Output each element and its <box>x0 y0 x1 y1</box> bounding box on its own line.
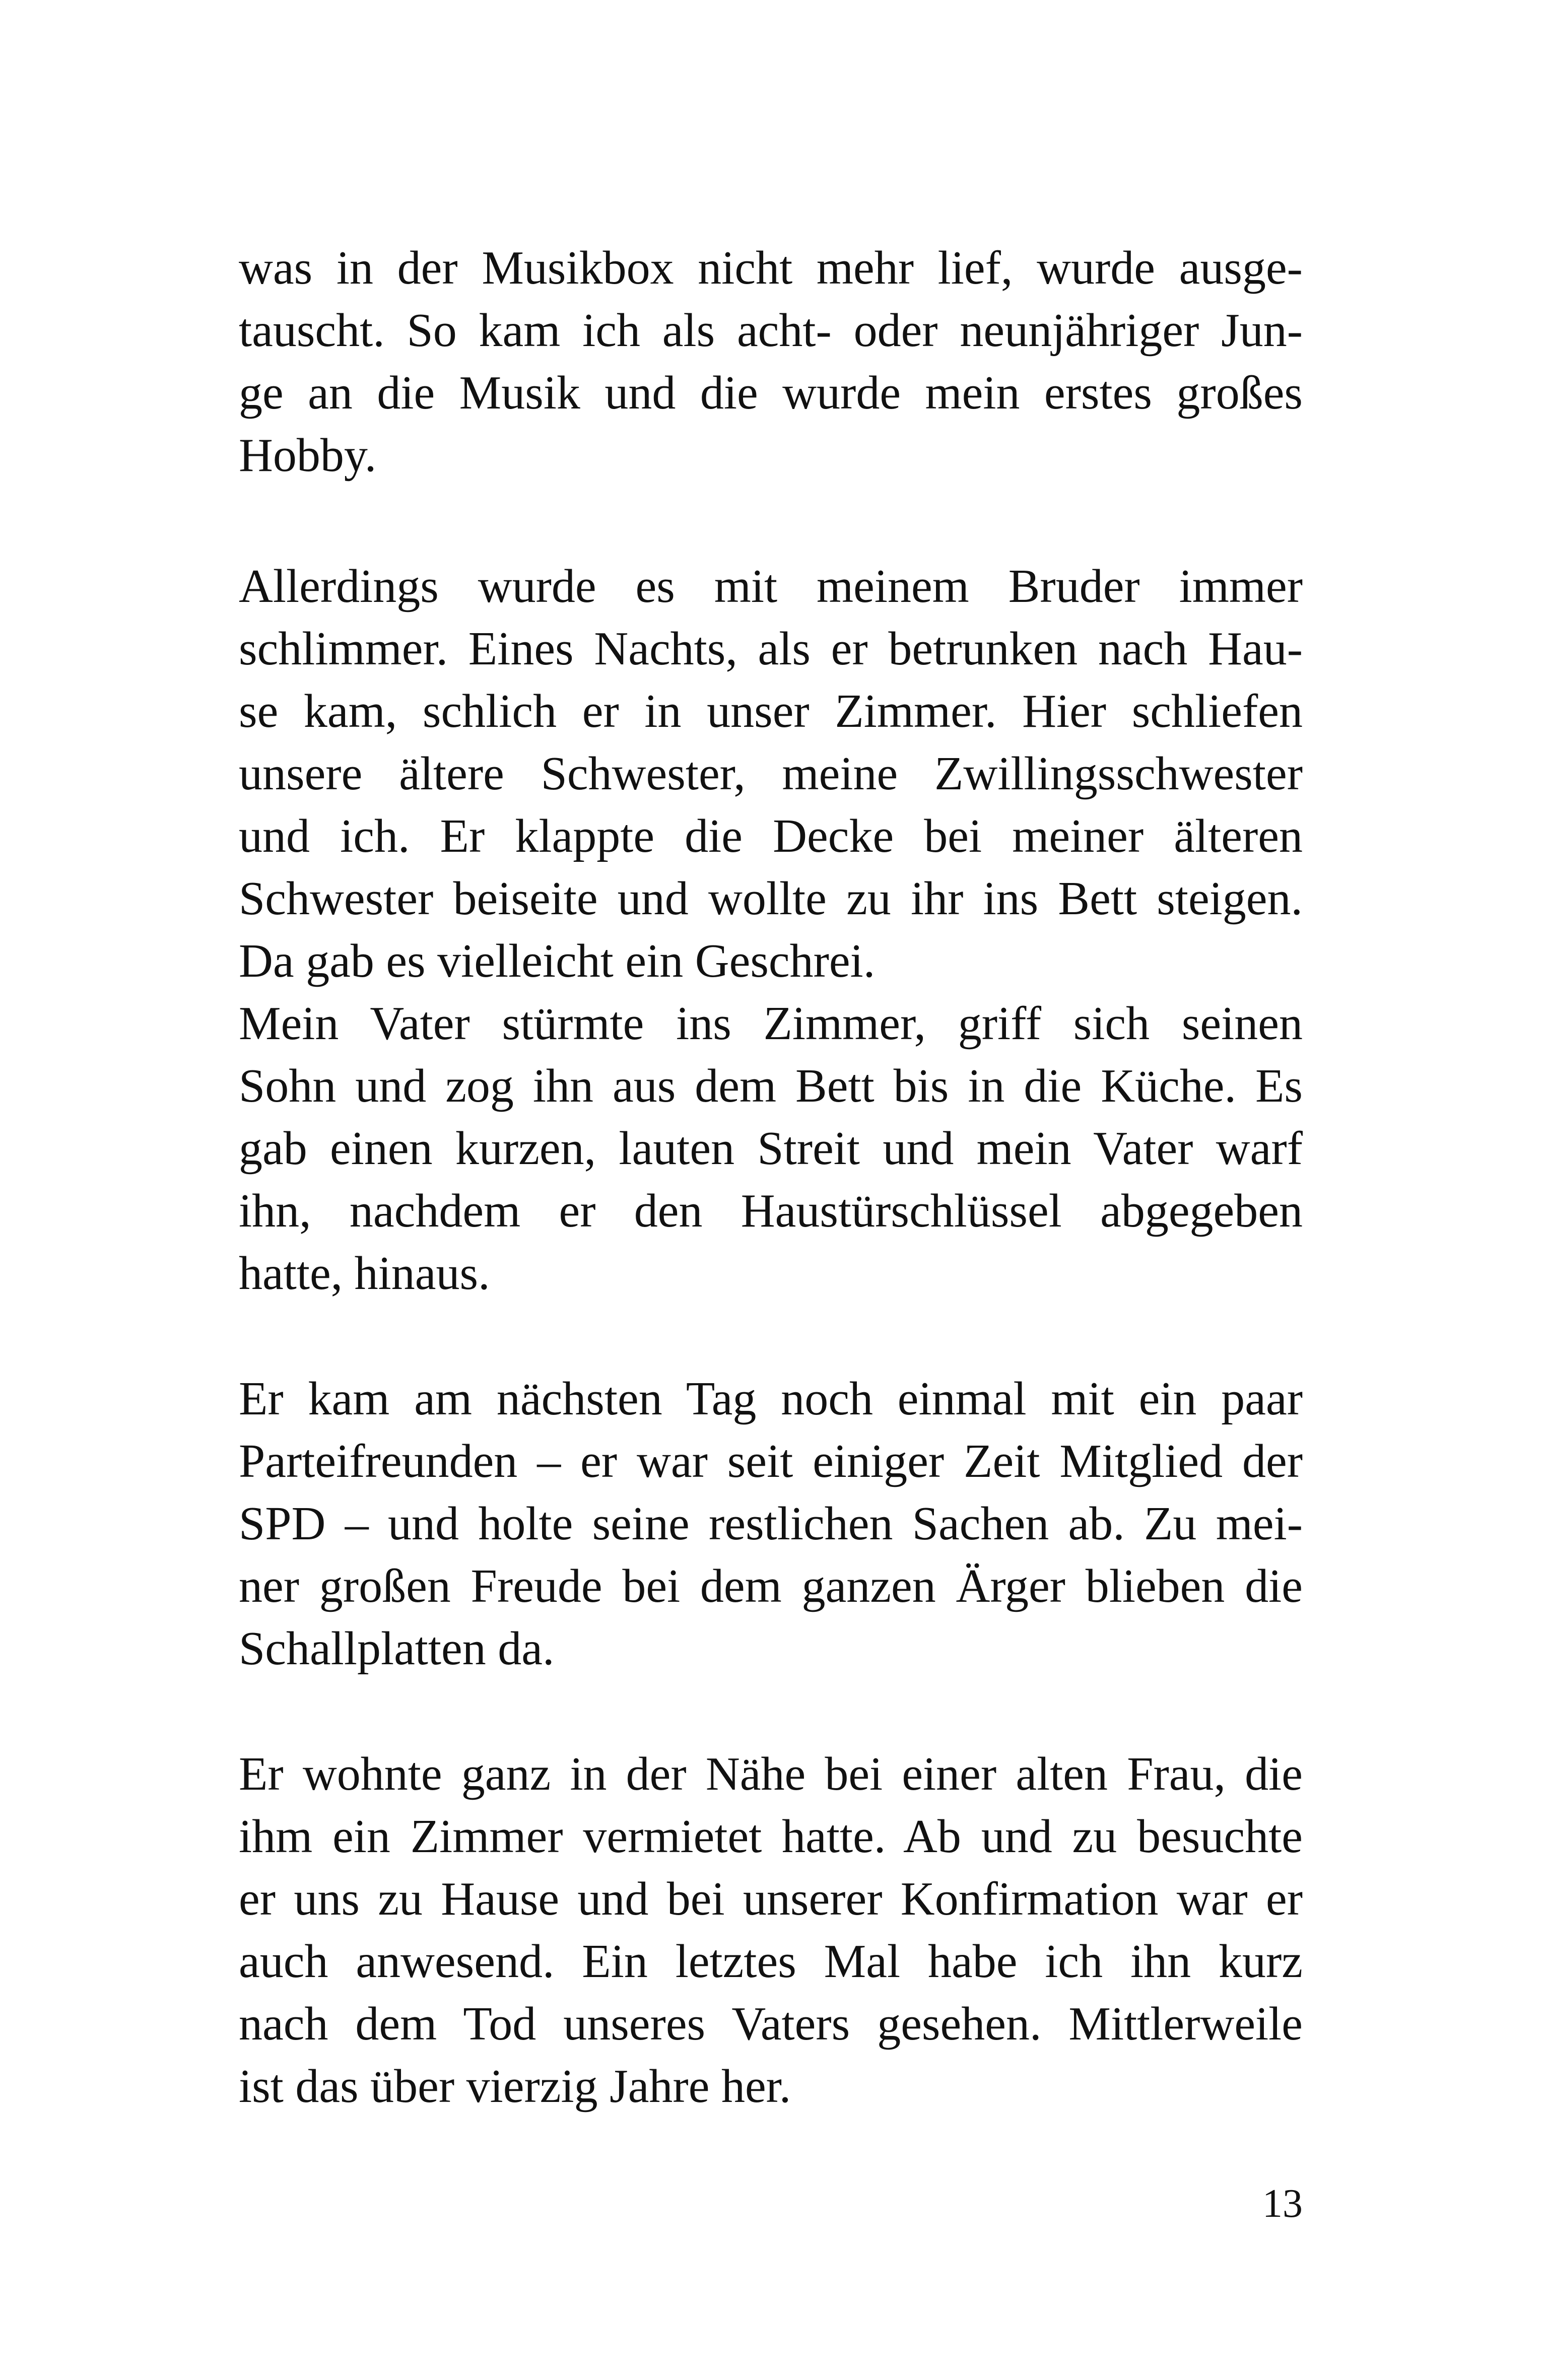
text-line: unsere ältere Schwester, meine Zwillingsschwester <box>239 747 1303 800</box>
text-line: schlimmer. Eines Nachts, als er betrunken nach Hau- <box>239 623 1303 675</box>
text-line: Schwester beiseite und wollte zu ihr ins Bett steigen. <box>239 872 1303 925</box>
text-line: Parteifreunden – er war seit einiger Zeit Mitglied der <box>239 1435 1303 1487</box>
text-line: auch anwesend. Ein letztes Mal habe ich ihn kurz <box>239 1935 1303 1988</box>
paragraph <box>239 555 1303 1305</box>
text-line: SPD – und holte seine restlichen Sachen ab. Zu mei- <box>239 1498 1303 1550</box>
paragraph <box>239 1743 1303 2118</box>
paragraph <box>239 237 1303 487</box>
text-line: Schallplatten da. <box>239 1622 555 1675</box>
text-line: ner großen Freude bei dem ganzen Ärger blieben die <box>239 1560 1303 1612</box>
text-line: se kam, schlich er in unser Zimmer. Hier schliefen <box>239 685 1303 737</box>
text-line: Mein Vater stürmte ins Zimmer, griff sich seinen <box>239 997 1303 1050</box>
text-line: gab einen kurzen, lauten Streit und mein Vater warf <box>239 1122 1303 1175</box>
text-line: tauscht. So kam ich als acht- oder neunjähriger Jun- <box>239 304 1303 357</box>
text-line: nach dem Tod unseres Vaters gesehen. Mittlerweile <box>239 1998 1303 2050</box>
text-line: Er kam am nächsten Tag noch einmal mit ein paar <box>239 1373 1303 1425</box>
text-line: Sohn und zog ihn aus dem Bett bis in die Küche. Es <box>239 1060 1303 1112</box>
text-line: und ich. Er klappte die Decke bei meiner älteren <box>239 810 1303 862</box>
text-line: Er wohnte ganz in der Nähe bei einer alten Frau, die <box>239 1748 1303 1800</box>
text-line: Da gab es vielleicht ein Geschrei. <box>239 935 876 987</box>
text-line: was in der Musikbox nicht mehr lief, wurde ausge- <box>239 242 1303 294</box>
page-number: 13 <box>1262 2182 1303 2226</box>
text-line: Allerdings wurde es mit meinem Bruder immer <box>239 560 1303 613</box>
text-line: hatte, hinaus. <box>239 1247 490 1300</box>
text-line: ihn, nachdem er den Haustürschlüssel abgegeben <box>239 1185 1303 1237</box>
paragraph <box>239 1368 1303 1680</box>
text-line: ge an die Musik und die wurde mein erstes großes <box>239 367 1303 419</box>
text-line: Hobby. <box>239 429 377 482</box>
text-line: ist das über vierzig Jahre her. <box>239 2060 791 2113</box>
text-line: ihm ein Zimmer vermietet hatte. Ab und zu besuchte <box>239 1810 1303 1863</box>
text-line: er uns zu Hause und bei unserer Konfirmation war er <box>239 1873 1303 1925</box>
